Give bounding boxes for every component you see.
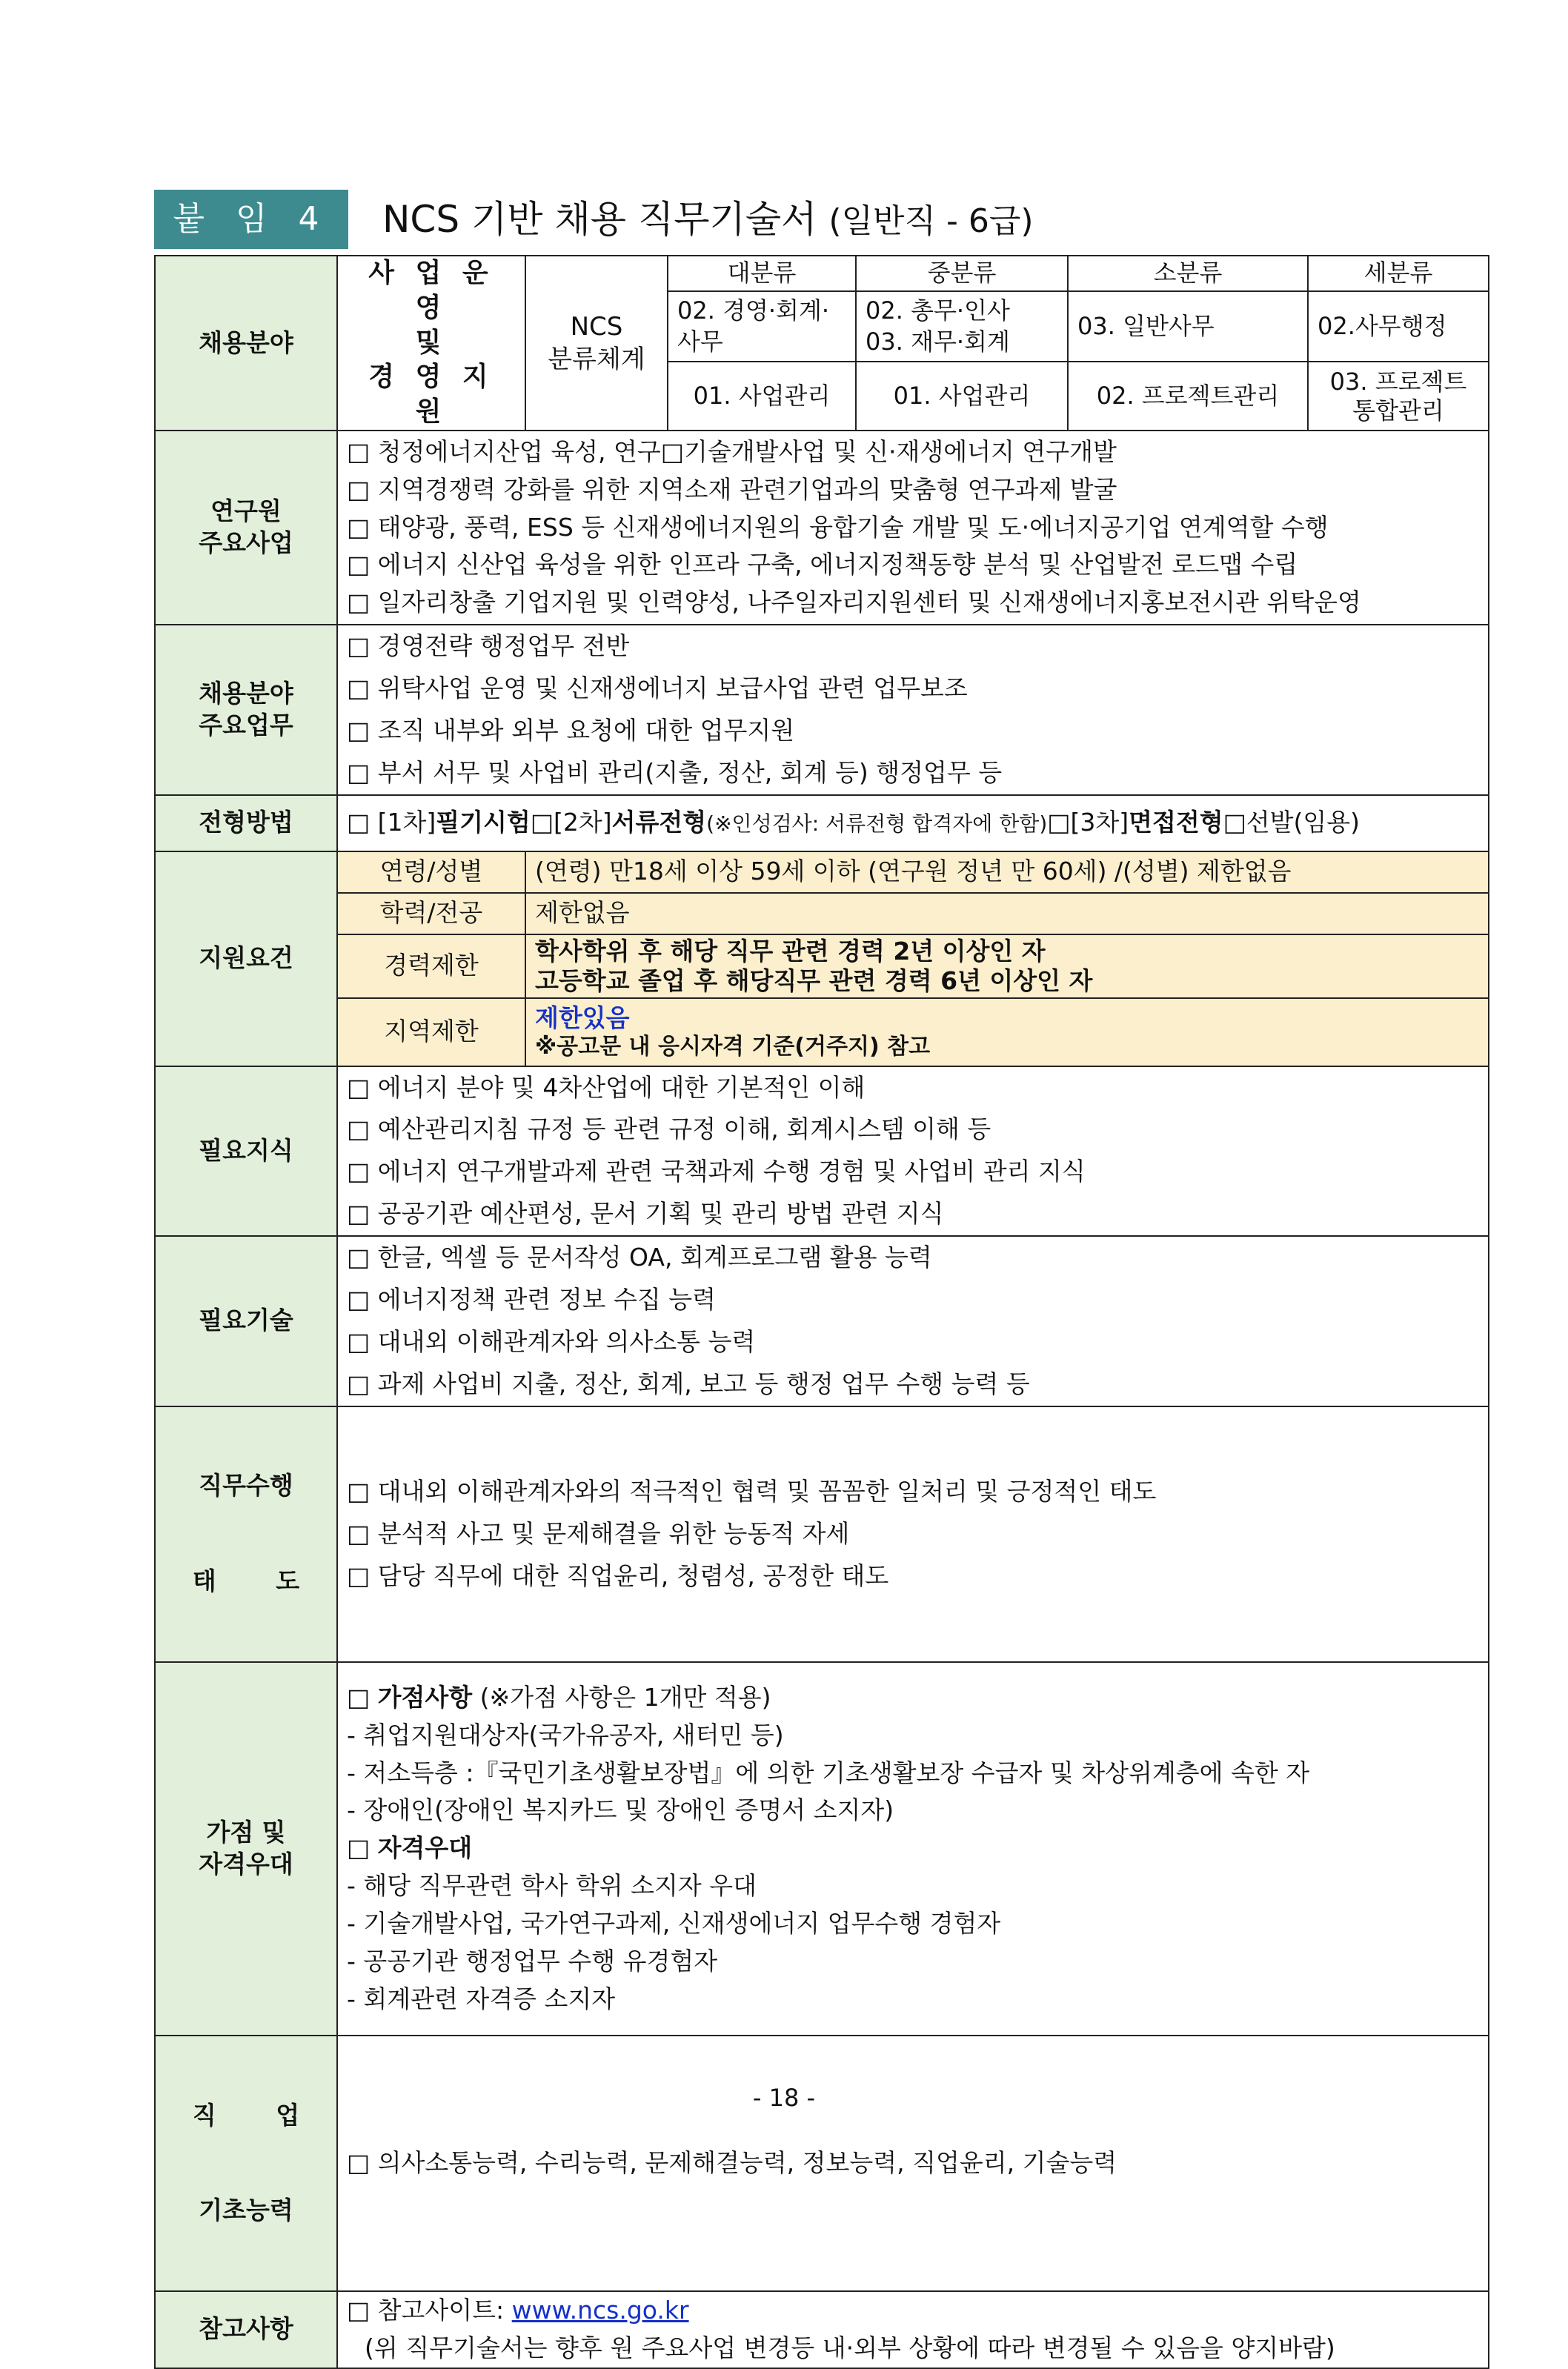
- career-value: 학사학위 후 해당 직무 관련 경력 2년 이상인 자 고등학교 졸업 후 해당직무 관련 경력 6년 이상인 자: [525, 934, 1489, 998]
- research-items: [337, 431, 1489, 625]
- basic-row: [155, 2036, 1489, 2291]
- list-item: - 회계관련 자격증 소지자: [347, 1984, 616, 2013]
- list-item: □ 예산관리지침 규정 등 관련 규정 이해, 회계시스템 이해 등: [347, 1114, 991, 1144]
- selection-label: 전형방법: [155, 795, 337, 851]
- class-cell: 03. 프로젝트 통합관리: [1308, 362, 1489, 431]
- list-item: □ 과제 사업비 지출, 정산, 회계, 보고 등 행정 업무 수행 능력 등: [347, 1369, 1030, 1398]
- career-label: 경력제한: [337, 934, 525, 998]
- skills-label: 필요기술: [155, 1236, 337, 1406]
- list-item: □ 에너지 분야 및 4차산업에 대한 기본적인 이해: [347, 1072, 866, 1102]
- reference-value: □ 참고사이트: www.ncs.go.kr (위 직무기술서는 향후 원 주요사업 변경등 내·외부 상황에 따라 변경될 수 있음을 양지바람): [337, 2291, 1489, 2368]
- edu-value: 제한없음: [525, 893, 1489, 934]
- list-item: □ 대내외 이해관계자와의 적극적인 협력 및 꼼꼼한 일처리 및 긍정적인 태도: [347, 1476, 1157, 1506]
- req-region-row: [155, 998, 1489, 1066]
- basic-label: 직 업 기초능력: [155, 2036, 337, 2291]
- bonus-label: 가점 및 자격우대: [155, 1662, 337, 2036]
- reference-label: 참고사항: [155, 2291, 337, 2368]
- reference-note: (위 직무기술서는 향후 원 주요사업 변경등 내·외부 상황에 따라 변경될 수 있음을 양지바람): [365, 2333, 1335, 2362]
- skills-row: [155, 1236, 1489, 1406]
- class-cell: 02.사무행정: [1308, 291, 1489, 362]
- age-value: (연령) 만18세 이상 59세 이하 (연구원 정년 만 60세) /(성별) 제한없음: [525, 851, 1489, 893]
- page-number: - 18 -: [752, 2084, 816, 2112]
- title-main: NCS 기반 채용 직무기술서: [382, 198, 817, 241]
- region-label: 지역제한: [337, 998, 525, 1066]
- list-item: □ 에너지 연구개발과제 관련 국책과제 수행 경험 및 사업비 관리 지식: [347, 1157, 1086, 1186]
- header-minor: 소분류: [1068, 256, 1308, 291]
- list-item: - 저소득층 :『국민기초생활보장법』에 의한 기초생활보장 수급자 및 차상위계층에 속한 자: [347, 1758, 1310, 1787]
- header-major: 대분류: [668, 256, 856, 291]
- list-item: □ 청정에너지산업 육성, 연구□기술개발사업 및 신·재생에너지 연구개발: [347, 436, 1117, 466]
- list-item: □ 태양광, 풍력, ESS 등 신재생에너지원의 융합기술 개발 및 도·에너지공기업 연계역할 수행: [347, 512, 1329, 542]
- list-item: □ 담당 직무에 대한 직업윤리, 청렴성, 공정한 태도: [347, 1561, 889, 1590]
- skills-items: [337, 1236, 1489, 1406]
- list-item: - 기술개발사업, 국가연구과제, 신재생에너지 업무수행 경험자: [347, 1909, 1001, 1938]
- list-item: □ 경영전략 행정업무 전반: [347, 631, 630, 660]
- list-item: □ 분석적 사고 및 문제해결을 위한 능동적 자세: [347, 1518, 850, 1548]
- duties-items: [337, 625, 1489, 795]
- list-item: □ 조직 내부와 외부 요청에 대한 업무지원: [347, 715, 795, 745]
- research-label: 연구원 주요사업: [155, 431, 337, 625]
- list-item: - 취업지원대상자(국가유공자, 새터민 등): [347, 1720, 784, 1750]
- age-label: 연령/성별: [337, 851, 525, 893]
- list-item: □ 일자리창출 기업지원 및 인력양성, 나주일자리지원센터 및 신재생에너지홍보전시관 위탁운영: [347, 588, 1361, 617]
- class-cell: 01. 사업관리: [856, 362, 1068, 431]
- attitude-row: [155, 1406, 1489, 1662]
- list-item: □ 에너지정책 관련 정보 수집 능력: [347, 1285, 717, 1314]
- classification-header-row: [155, 256, 1489, 291]
- list-item: - 해당 직무관련 학사 학위 소지자 우대: [347, 1871, 757, 1901]
- list-item: □ 에너지 신산업 육성을 위한 인프라 구축, 에너지정책동향 분석 및 산업발전 로드맵 수립: [347, 550, 1298, 579]
- list-item: □ 한글, 엑셀 등 문서작성 OA, 회계프로그램 활용 능력: [347, 1243, 932, 1272]
- list-item: □ 부서 서무 및 사업비 관리(지출, 정산, 회계 등) 행정업무 등: [347, 757, 1003, 787]
- header-middle: 중분류: [856, 256, 1068, 291]
- bonus-heading: □ 가점사항 (※가점 사항은 1개만 적용): [347, 1682, 771, 1712]
- requirements-label: 지원요건: [155, 851, 337, 1066]
- attitude-items: [337, 1406, 1489, 1662]
- bonus-items: [337, 1662, 1489, 2036]
- preference-heading: □ 자격우대: [347, 1833, 473, 1863]
- attitude-label: 직무수행 태 도: [155, 1406, 337, 1662]
- edu-label: 학력/전공: [337, 893, 525, 934]
- field-name: 사 업 운 영 및 경 영 지 원: [337, 256, 525, 431]
- req-career-row: [155, 934, 1489, 998]
- duties-label: 채용분야 주요업무: [155, 625, 337, 795]
- list-item: □ 공공기관 예산편성, 문서 기획 및 관리 방법 관련 지식: [347, 1199, 944, 1229]
- req-edu-row: [155, 893, 1489, 934]
- title-sub: (일반직 - 6급): [828, 202, 1034, 240]
- ncs-site-link[interactable]: www.ncs.go.kr: [511, 2296, 689, 2325]
- classification-label: 채용분야: [155, 256, 337, 431]
- class-cell: 03. 일반사무: [1068, 291, 1308, 362]
- knowledge-items: [337, 1066, 1489, 1237]
- selection-row: [155, 795, 1489, 851]
- duties-row: [155, 625, 1489, 795]
- document-title: [382, 193, 1034, 248]
- attachment-tag: 붙 임 4: [154, 190, 348, 249]
- document-header: [154, 190, 1488, 250]
- list-item: - 장애인(장애인 복지카드 및 장애인 증명서 소지자): [347, 1795, 894, 1825]
- knowledge-row: [155, 1066, 1489, 1237]
- list-item: □ 지역경쟁력 강화를 위한 지역소재 관련기업과의 맞춤형 연구과제 발굴: [347, 474, 1117, 504]
- header-detail: 세분류: [1308, 256, 1489, 291]
- class-cell: 02. 경영·회계·사무: [668, 291, 856, 362]
- job-description-table: [154, 255, 1489, 2369]
- bonus-row: [155, 1662, 1489, 2036]
- list-item: □ 위탁사업 운영 및 신재생에너지 보급사업 관련 업무보조: [347, 673, 968, 702]
- research-row: [155, 431, 1489, 625]
- class-cell: 02. 프로젝트관리: [1068, 362, 1308, 431]
- req-age-row: [155, 851, 1489, 893]
- ncs-label: NCS 분류체계: [525, 256, 668, 431]
- list-item: - 공공기관 행정업무 수행 유경험자: [347, 1947, 718, 1976]
- basic-value: □ 의사소통능력, 수리능력, 문제해결능력, 정보능력, 직업윤리, 기술능력: [337, 2036, 1489, 2291]
- selection-steps: □ [1차]필기시험□[2차]서류전형(※인성검사: 서류전형 합격자에 한함)□[3차]면접전형□선발(임용): [337, 795, 1489, 851]
- reference-row: [155, 2291, 1489, 2368]
- list-item: □ 대내외 이해관계자와 의사소통 능력: [347, 1326, 756, 1356]
- class-cell: 02. 총무·인사 03. 재무·회계: [856, 291, 1068, 362]
- class-cell: 01. 사업관리: [668, 362, 856, 431]
- knowledge-label: 필요지식: [155, 1066, 337, 1237]
- region-value: 제한있음 ※공고문 내 응시자격 기준(거주지) 참고: [525, 998, 1489, 1066]
